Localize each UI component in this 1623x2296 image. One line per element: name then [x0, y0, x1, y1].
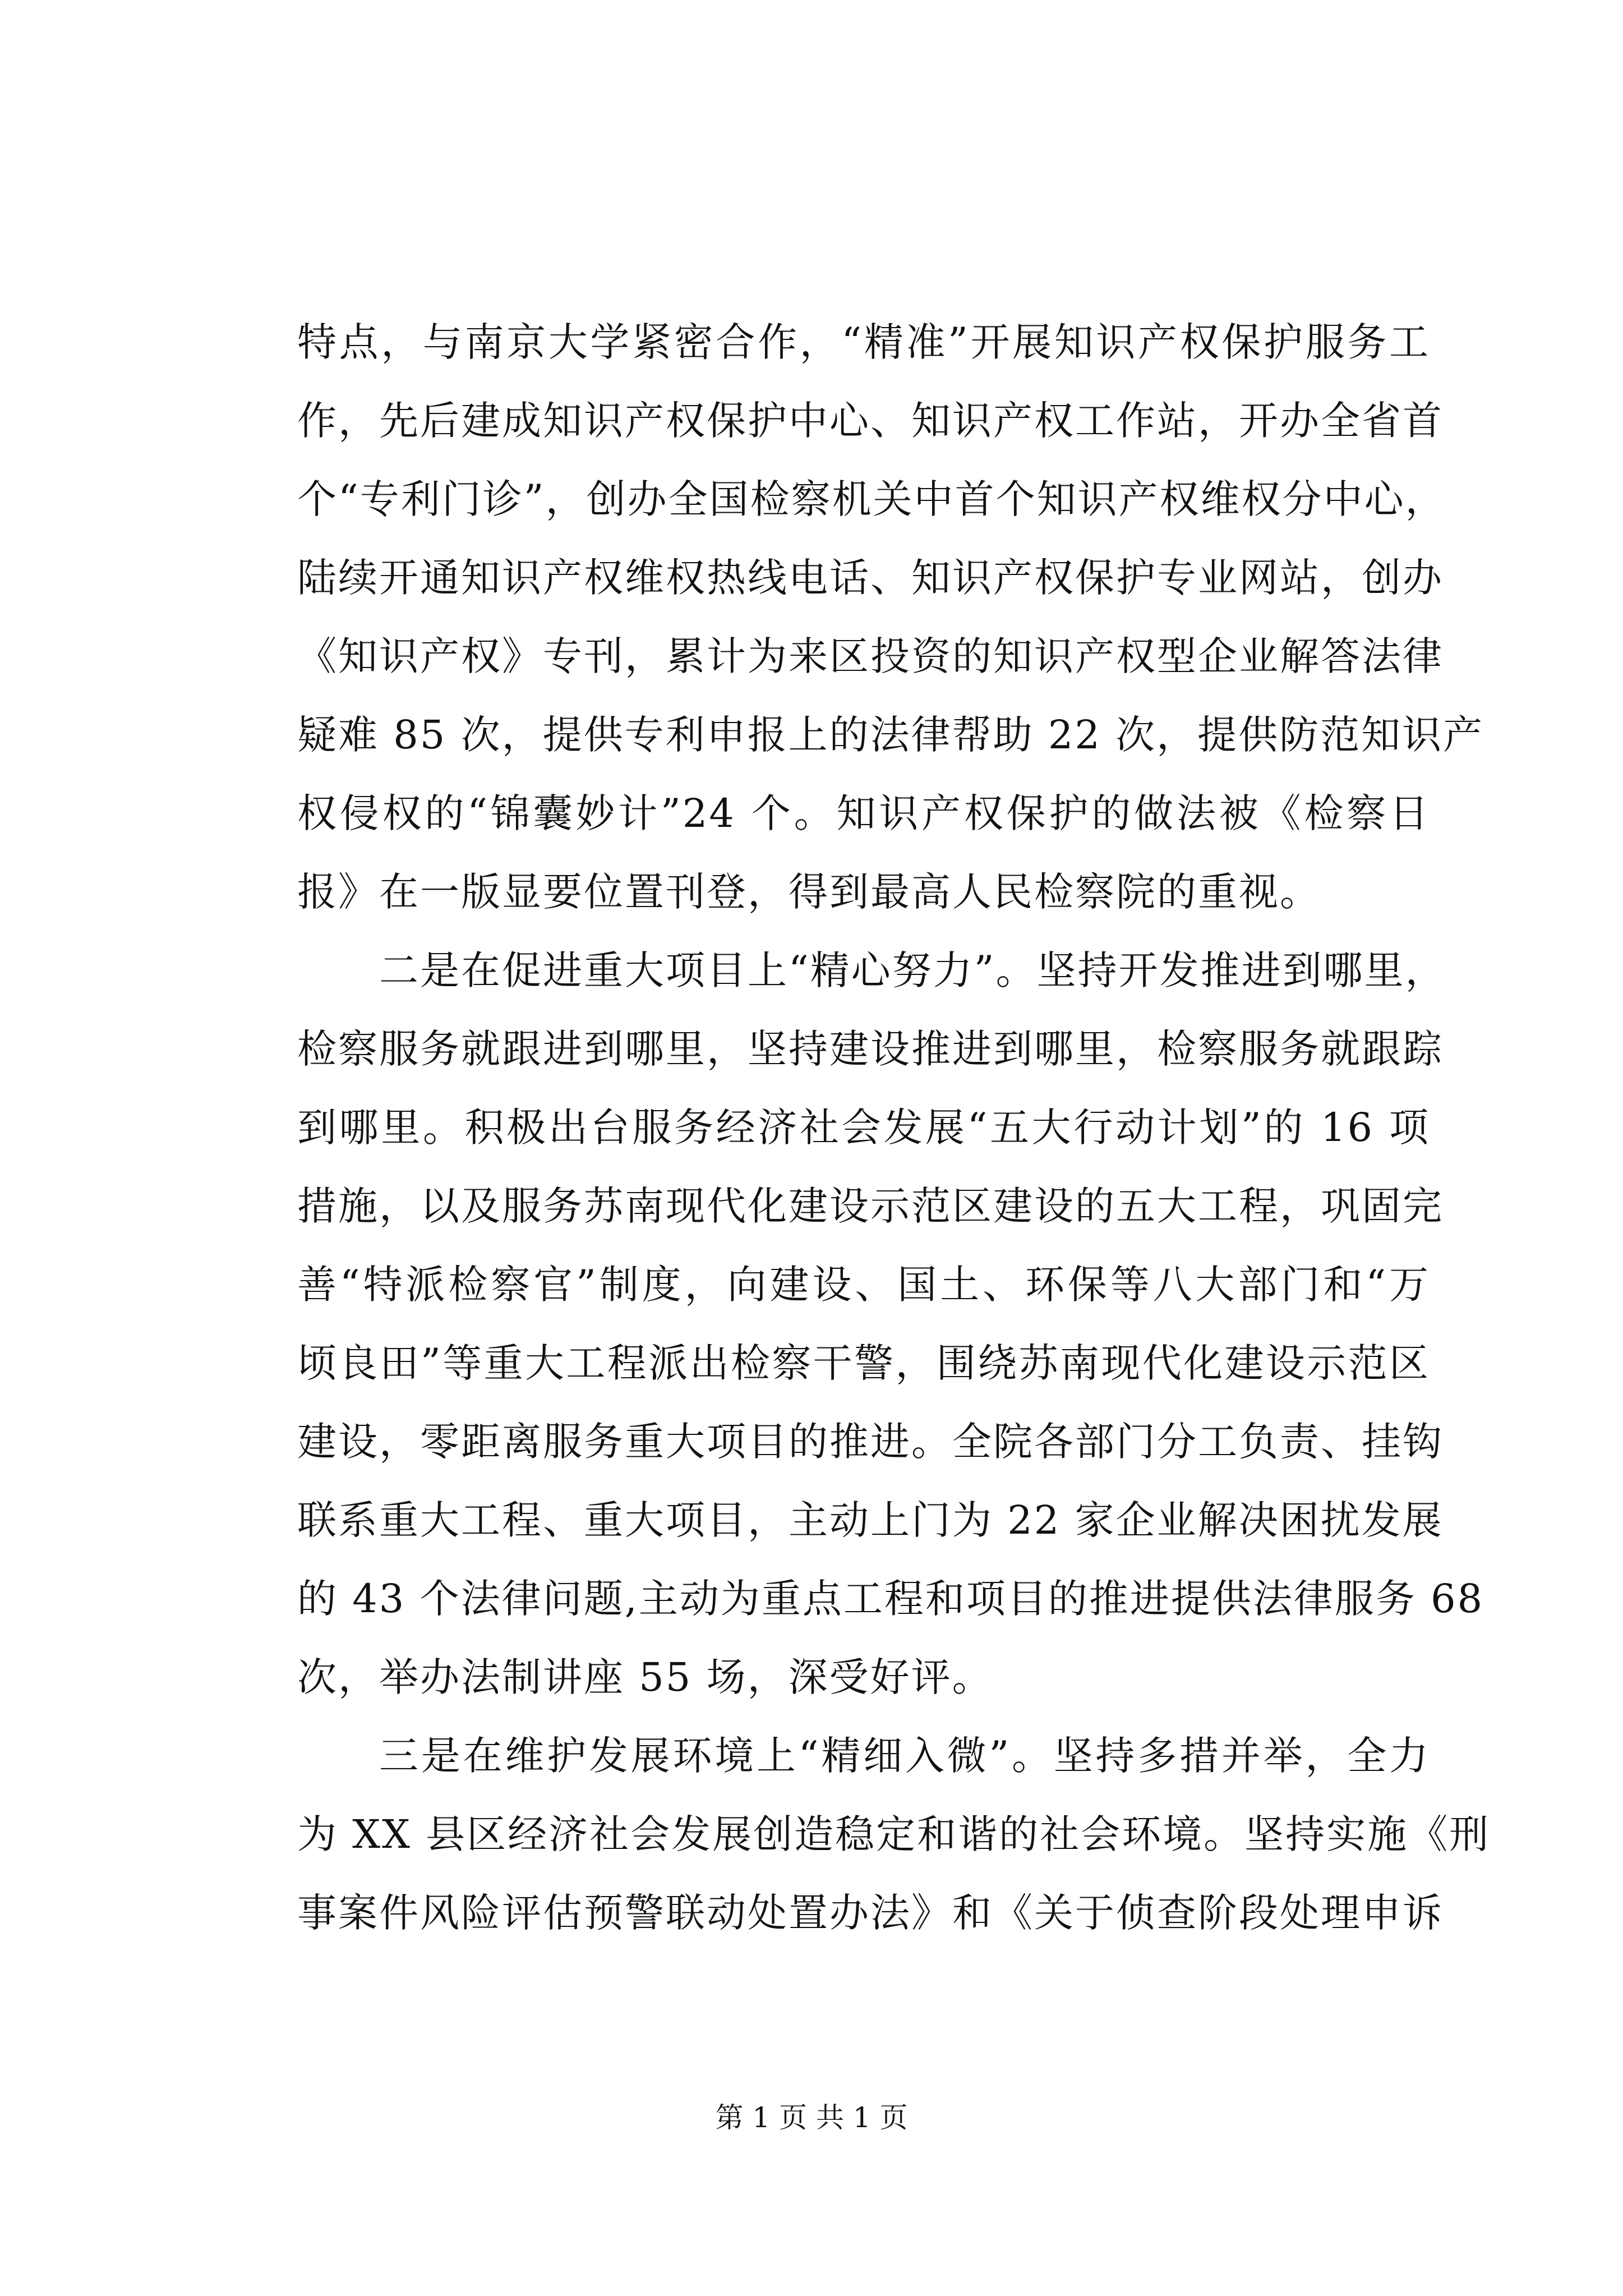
text-line: 事案件风险评估预警联动处置办法》和《关于侦查阶段处理申诉: [297, 1890, 1444, 1936]
text-line: 的 43 个法律问题,主动为重点工程和项目的推进提供法律服务 68: [297, 1576, 1484, 1622]
text-line: 特点，与南京大学紧密合作，“精准”开展知识产权保护服务工: [297, 319, 1430, 365]
text-line: 二是在促进重大项目上“精心努力”。坚持开发推进到哪里，: [379, 947, 1446, 993]
page-number-footer: 第 1 页 共 1 页: [715, 2101, 908, 2134]
text-line: 到哪里。积极出台服务经济社会发展“五大行动计划”的 16 项: [297, 1105, 1430, 1151]
text-line: 建设，零距离服务重大项目的推进。全院各部门分工负责、挂钩: [297, 1419, 1444, 1465]
text-line: 三是在维护发展环境上“精细入微”。坚持多措并举，全力: [379, 1733, 1430, 1779]
text-line: 作，先后建成知识产权保护中心、知识产权工作站，开办全省首: [297, 398, 1444, 444]
text-line: 为 XX 县区经济社会发展创造稳定和谐的社会环境。坚持实施《刑: [297, 1811, 1491, 1857]
body-text: [297, 303, 1491, 1952]
text-line: 陆续开通知识产权维权热线电话、知识产权保护专业网站，创办: [297, 555, 1444, 601]
text-line: 联系重大工程、重大项目，主动上门为 22 家企业解决困扰发展: [297, 1497, 1444, 1543]
text-line: 善“特派检察官”制度，向建设、国土、环保等八大部门和“万: [297, 1262, 1430, 1308]
text-line: 次，举办法制讲座 55 场，深受好评。: [297, 1654, 993, 1700]
text-line: 报》在一版显要位置刊登，得到最高人民检察院的重视。: [297, 869, 1321, 915]
text-line: 个“专利门诊”，创办全国检察机关中首个知识产权维权分中心，: [297, 476, 1446, 522]
text-line: 《知识产权》专刊，累计为来区投资的知识产权型企业解答法律: [297, 633, 1444, 679]
text-line: 措施，以及服务苏南现代化建设示范区建设的五大工程，巩固完: [297, 1183, 1444, 1229]
text-line: 顷良田”等重大工程派出检察干警，围绕苏南现代化建设示范区: [297, 1340, 1430, 1386]
text-line: 疑难 85 次，提供专利申报上的法律帮助 22 次，提供防范知识产: [297, 712, 1484, 758]
text-line: 权侵权的“锦囊妙计”24 个。知识产权保护的做法被《检察日: [297, 790, 1430, 836]
text-line: 检察服务就跟进到哪里，坚持建设推进到哪里，检察服务就跟踪: [297, 1026, 1444, 1072]
